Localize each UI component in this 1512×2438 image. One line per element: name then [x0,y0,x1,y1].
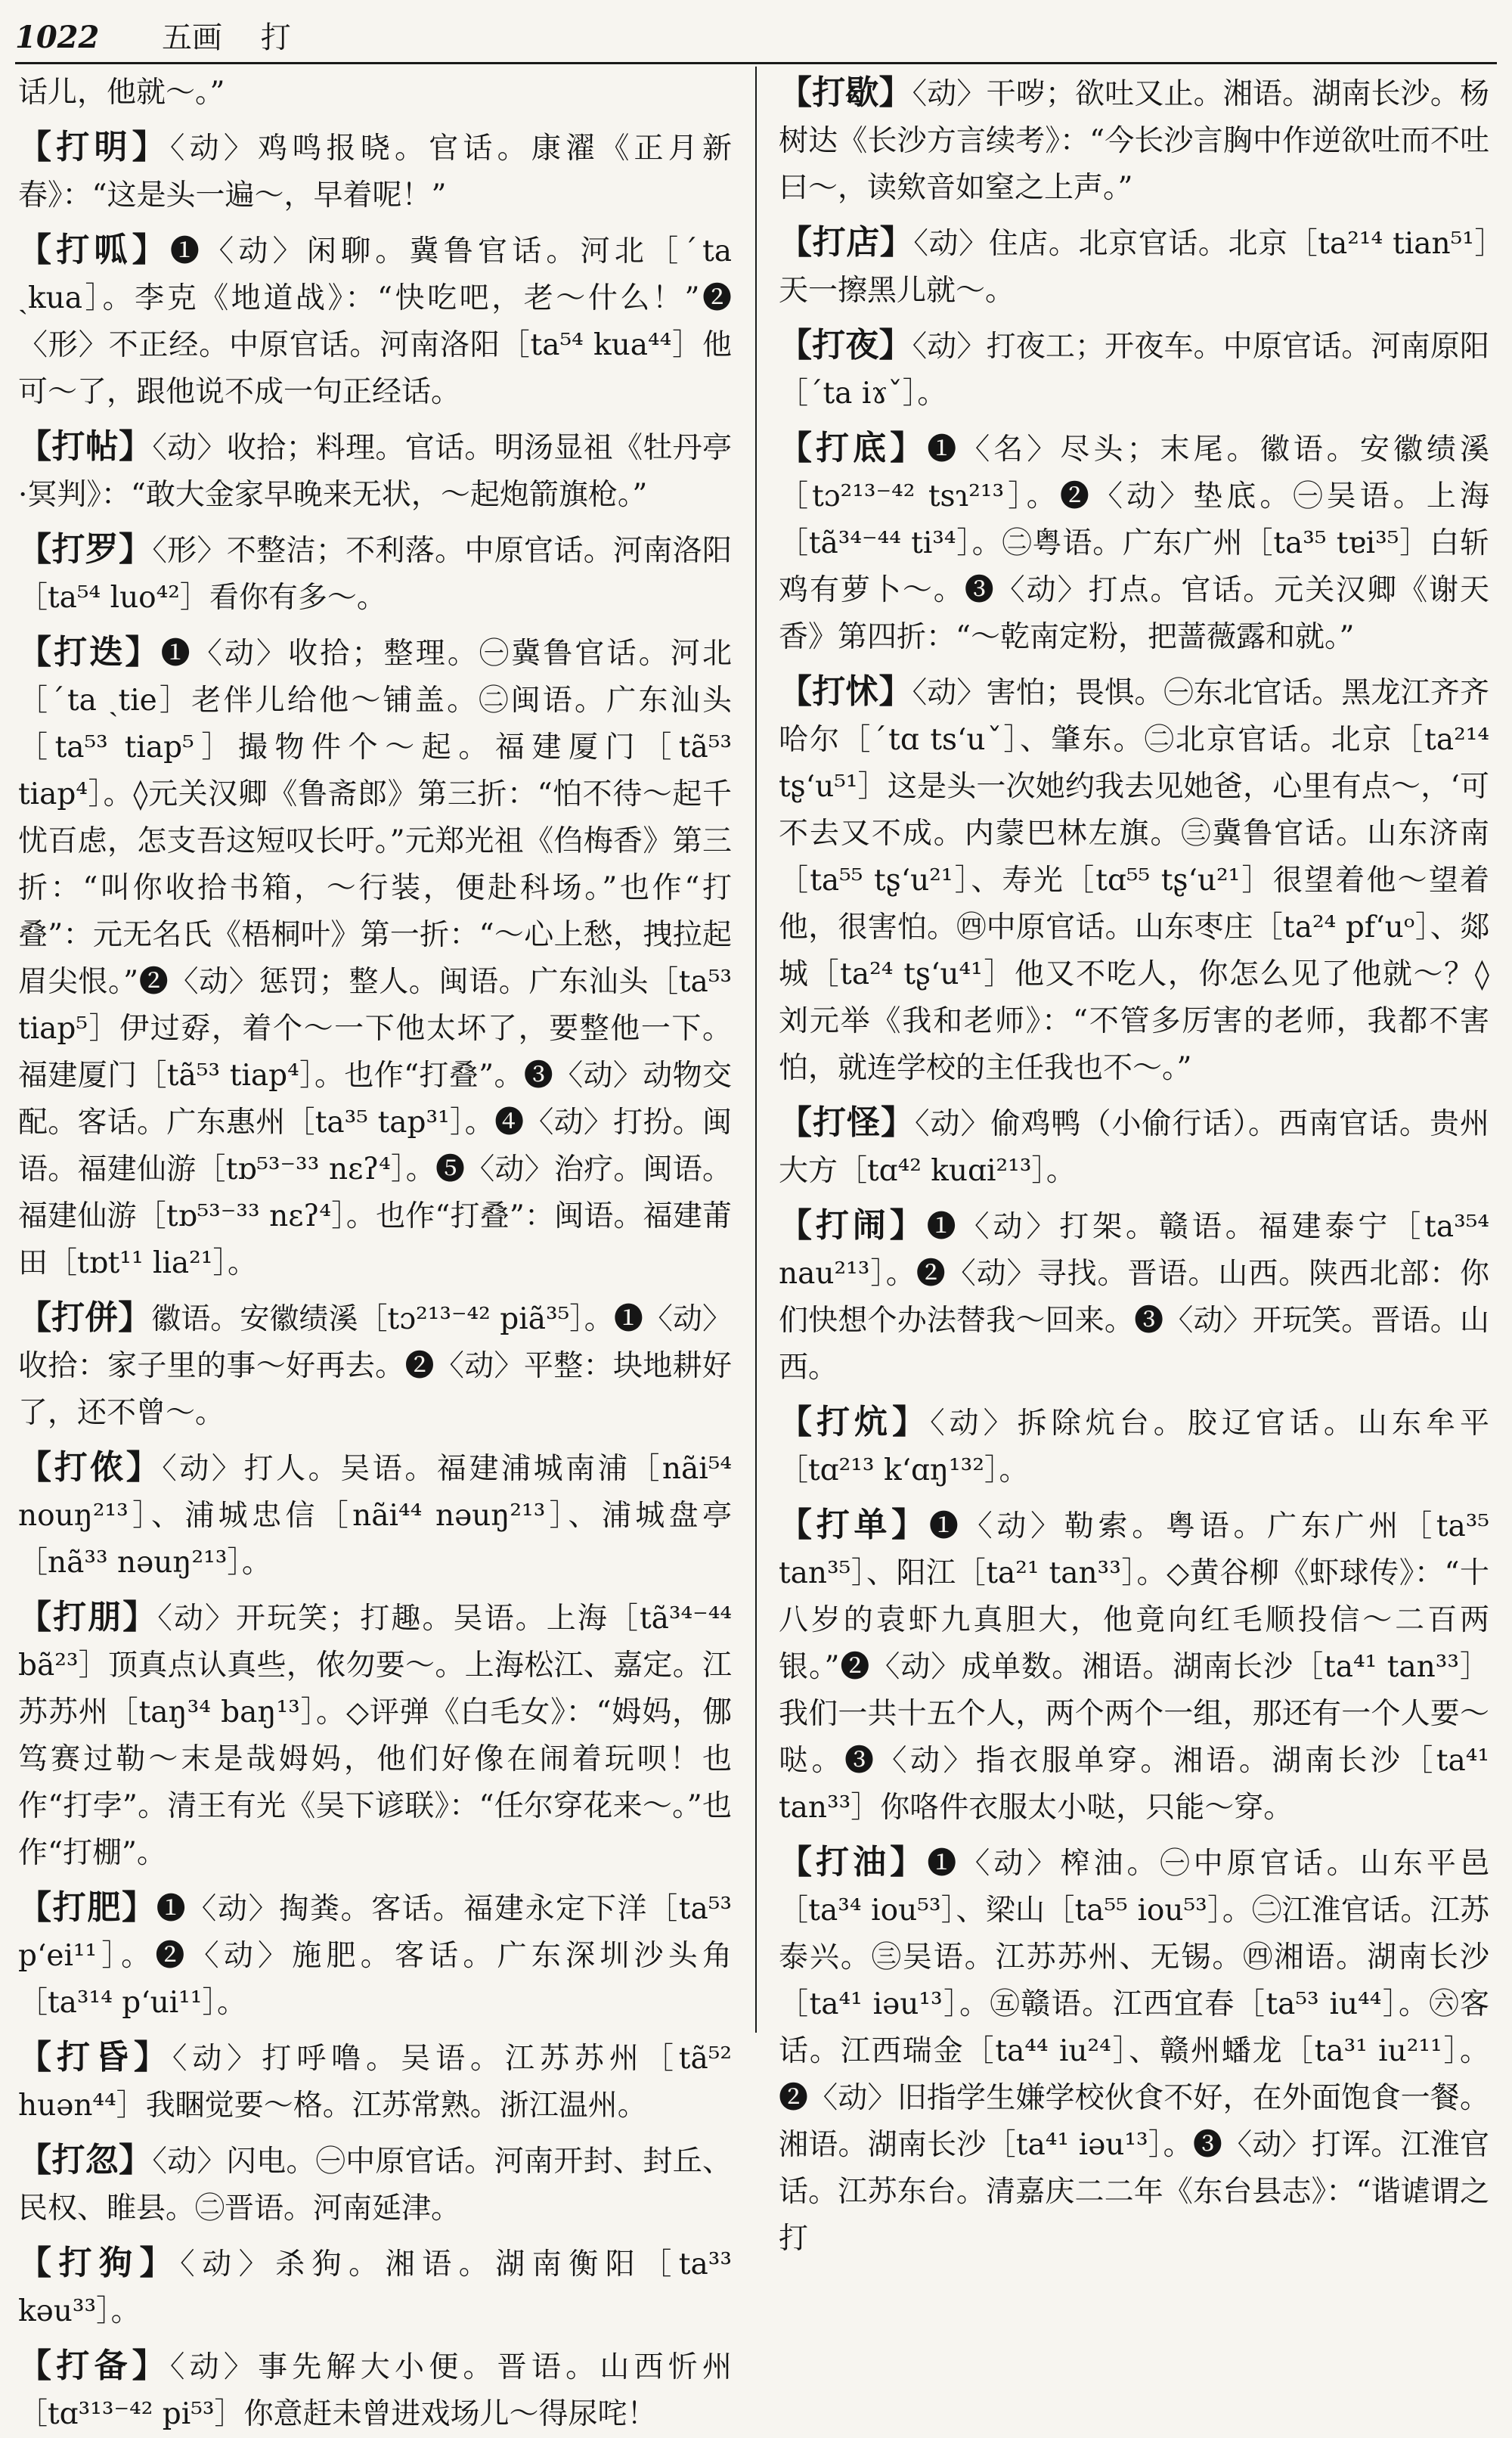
dictionary-entry [18,629,732,1287]
dictionary-entry [779,1839,1489,2263]
entry-definition: ❶〈动〉勒索。粤语。广东广州［ta³⁵ tan³⁵］、阳江［ta²¹ tan³³］。◇黄谷柳《虾球传》：“十八岁的袁虾九真胆大，他竟向红毛顺投信～二百两银。”❷〈动〉成单数。湘语。湖南长沙［ta⁴¹ tan³³］我们一共十五个人，两个两个一组，那还有一个人要～哒。❸〈动〉指衣服单穿。湘语。湖南长沙［ta⁴¹ tan³³］你咯件衣服太小哒，只能～穿。 [779,1509,1489,1825]
dictionary-entry [18,1444,732,1587]
right-column [779,70,1490,2256]
entry-definition: ❶〈动〉榨油。㊀中原官话。山东平邑［ta³⁴ iou⁵³］、梁山［ta⁵⁵ iou⁵³］。㊁江淮官话。江苏泰兴。㊂吴语。江苏苏州、无锡。㊃湘语。湖南长沙［ta⁴¹ iəu¹³］。㊄赣语。江西宜春［ta⁵³ iu⁴⁴］。㊅客话。江西瑞金［ta⁴⁴ iu²⁴］、赣州蟠龙［ta³¹ iu²¹¹］。❷〈动〉旧指学生嫌学校伙食不好，在外面饱食一餐。湘语。湖南长沙［ta⁴¹ iəu¹³］。❸〈动〉打诨。江淮官话。江苏东台。清嘉庆二二年《东台县志》：“谐谑谓之打 [779,1847,1489,2256]
entry-definition: 〈形〉不整洁；不利落。中原官话。河南洛阳［ta⁵⁴ luo⁴²］看你有多～。 [18,534,732,615]
column-divider [755,67,757,2033]
section-label: 五画 [162,20,223,55]
dictionary-entry [779,1502,1489,1832]
entry-headword: 【打呱】 [18,231,170,269]
entry-headword: 【打罗】 [18,530,153,569]
entry-headword: 【打备】 [18,2346,170,2385]
entry-headword: 【打怪】 [779,1103,915,1142]
dictionary-entry [18,2240,732,2335]
left-column [18,70,733,2431]
dictionary-entry [18,423,732,519]
dictionary-entry [779,1202,1489,1391]
dictionary-entry [18,124,732,219]
entry-definition: 〈动〉偷鸡鸭（小偷行话）。西南官话。贵州大方［tɑ⁴² kuɑi²¹³］。 [779,1107,1489,1188]
page-header [15,15,1497,60]
entry-definition: 〈动〉打人。吴语。福建浦城南浦［nãi⁵⁴ nouŋ²¹³］、浦城忠信［nãi⁴⁴ nəuŋ²¹³］、浦城盘亭［nã³³ nəuŋ²¹³］。 [18,1452,732,1580]
entry-headword: 【打歇】 [779,73,912,112]
entry-headword: 【打侬】 [18,1448,163,1487]
entry-headword: 【打夜】 [779,326,912,364]
entry-headword: 【打帖】 [18,427,153,466]
entry-definition: 〈动〉事先解大小便。晋语。山西忻州［tɑ³¹³⁻⁴² pi⁵³］你意赶未曾进戏场儿～得尿咤！ [18,2350,732,2431]
dictionary-entry [18,1295,732,1437]
entry-headword: 【打炕】 [779,1403,931,1441]
entry-headword: 【打迭】 [18,633,161,672]
entry-headword: 【打油】 [779,1843,928,1881]
entry-definition: ❶〈动〉掏粪。客话。福建永定下洋［ta⁵³ pʻei¹¹］。❷〈动〉施肥。客话。广东深圳沙头角［ta³¹⁴ pʻui¹¹］。 [18,1892,733,2020]
dictionary-entry [779,219,1489,315]
dictionary-entry [779,668,1489,1092]
entry-definition: 徽语。安徽绩溪［tɔ²¹³⁻⁴² piã³⁵］。❶〈动〉收拾：家子里的事～好再去。❷〈动〉平整：块地耕好了，还不曾～。 [18,1302,732,1430]
entry-headword: 【打明】 [18,128,170,166]
entry-headword: 【打店】 [779,223,914,262]
entry-definition: 〈动〉打呼噜。吴语。江苏苏州［tã⁵² huən⁴⁴］我睏觉要～格。江苏常熟。浙江温州。 [18,2042,732,2123]
dictionary-entry [18,227,732,416]
entry-definition: ❶〈动〉打架。赣语。福建泰宁［ta³⁵⁴ nau²¹³］。❷〈动〉寻找。晋语。山西。陕西北部：你们快想个办法替我～回来。❸〈动〉开玩笑。晋语。山西。 [779,1210,1490,1385]
entry-headword: 【打肥】 [18,1888,156,1927]
entry-definition: 〈动〉闪电。㊀中原官话。河南开封、封丘、民权、睢县。㊁晋语。河南延津。 [18,2145,732,2226]
entry-definition: 〈动〉开玩笑；打趣。吴语。上海［tã³⁴⁻⁴⁴ bã²³］顶真点认真些，侬勿要～。上海松江、嘉定。江苏苏州［taŋ³⁴ baŋ¹³］。◇评弹《白毛女》：“姆妈，㑚笃赛过勒～末是哉姆妈，他们好像在闹着玩呗！也作“打孛”。清王有光《吴下谚联》：“任尔穿花来～。”也作“打棚”。 [18,1602,733,1870]
entry-headword: 【打底】 [779,429,928,467]
entry-definition: 〈动〉害怕；畏惧。㊀东北官话。黑龙江齐齐哈尔［ˊtɑ tsʻuˇ］、肇东。㊁北京官话。北京［ta²¹⁴ tʂʻu⁵¹］这是头一次她约我去见她爸，心里有点～，‘可不去又不成。内蒙巴林左旗。㊂冀鲁官话。山东济南［ta⁵⁵ tʂʻu²¹］、寿光［tɑ⁵⁵ tʂʻu²¹］很望着他～望着他，很害怕。㊃中原官话。山东枣庄［ta²⁴ pfʻuᵒ］、郯城［ta²⁴ tʂʻu⁴¹］他又不吃人，你怎么见了他就～？◊刘元举《我和老师》：“不管多厉害的老师，我都不害怕，就连学校的主任我也不～。” [779,676,1489,1085]
header-rule [15,62,1497,64]
dictionary-entry [779,1100,1489,1195]
dictionary-entry [18,1884,732,2027]
dictionary-entry [18,2034,732,2129]
entry-headword: 【打单】 [779,1506,929,1544]
head-character: 打 [260,20,291,55]
entry-definition: 〈动〉拆除炕台。胶辽官话。山东牟平［tɑ²¹³ kʻɑŋ¹³²］。 [779,1407,1489,1487]
entry-definition: 〈动〉打夜工；开夜车。中原官话。河南原阳［ˊta iɤˇ］。 [779,330,1489,411]
entry-definition: ❶〈动〉收拾；整理。㊀冀鲁官话。河北［ˊta ˏtie］老伴儿给他～铺盖。㊁闽语。广东汕头［ta⁵³ tiap⁵］撮物件个～起。福建厦门［tã⁵³ tiap⁴］。◊元关汉卿《鲁斋郎》第三折：“怕不待～起千忧百虑，怎支吾这短叹长吁。”元郑光祖《㑇梅香》第三折：“叫你收拾书箱，～行装，便赴科场。”也作“打叠”：元无名氏《梧桐叶》第一折：“～心上愁，拽拉起眉尖恨。”❷〈动〉惩罚；整人。闽语。广东汕头［ta⁵³ tiap⁵］伊过孬，着个～一下他太坏了，要整他一下。福建厦门［tã⁵³ tiap⁴］。也作“打叠”。❸〈动〉动物交配。客话。广东惠州［ta³⁵ tap³¹］。❹〈动〉打扮。闽语。福建仙游［tɒ⁵³⁻³³ nɛʔ⁴］。❺〈动〉治疗。闽语。福建仙游［tɒ⁵³⁻³³ nɛʔ⁴］。也作“打叠”：闽语。福建莆田［tɒt¹¹ lia²¹］。 [18,637,732,1280]
entry-definition: 〈动〉收拾；料理。官话。明汤显祖《牡丹亭·冥判》：“敢大金家早晚来无状，～起炮箭旗枪。” [18,431,732,512]
dictionary-entry [779,1399,1489,1494]
entry-definition: 〈动〉干哕；欲吐又止。湘语。湖南长沙。杨树达《长沙方言续考》：“今长沙言胸中作逆欲吐而不吐曰～，读欸音如窒之上声。” [779,77,1489,205]
dictionary-entry [779,322,1489,417]
dictionary-entry [779,425,1489,661]
entry-headword: 【打狗】 [18,2244,181,2282]
dictionary-entry [18,2343,732,2438]
continued-text: 话儿，他就～。” [18,76,225,110]
entry-headword: 【打忽】 [18,2141,153,2179]
entry-definition: ❶〈动〉闲聊。冀鲁官话。河北［ˊta ˏkua］。李克《地道战》：“快吃吧，老～什么！”❷〈形〉不正经。中原官话。河南洛阳［ta⁵⁴ kua⁴⁴］他可～了，跟他说不成一句正经话。 [18,234,732,409]
entry-headword: 【打闹】 [779,1206,927,1245]
entry-definition: ❶〈名〉尽头；末尾。徽语。安徽绩溪［tɔ²¹³⁻⁴² tsɿ²¹³］。❷〈动〉垫底。㊀吴语。上海［tã³⁴⁻⁴⁴ ti³⁴］。㊁粤语。广东广州［ta³⁵ tɐi³⁵］白斩鸡有萝卜～。❸〈动〉打点。官话。元关汉卿《谢天香》第四折：“～乾南定粉，把蔷薇露和就。” [779,433,1489,654]
entry-headword: 【打併】 [18,1298,152,1337]
entry-definition: 〈动〉住店。北京官话。北京［ta²¹⁴ tian⁵¹］天一擦黑儿就～。 [779,227,1490,308]
entry-definition: 〈动〉鸡鸣报晓。官话。康濯《正月新春》：“这是头一遍～，早着呢！” [18,132,732,212]
entry-definition: 〈动〉杀狗。湘语。湖南衡阳［ta³³ kəu³³］。 [18,2247,733,2328]
dictionary-entry [18,2137,732,2232]
entry-headword: 【打朋】 [18,1598,158,1636]
page-number: 1022 [15,20,100,55]
dictionary-entry [18,1594,732,1877]
entry-headword: 【打怵】 [779,672,912,711]
dictionary-entry [779,70,1489,212]
entry-headword: 【打昏】 [18,2038,172,2077]
dictionary-entry [18,526,732,622]
